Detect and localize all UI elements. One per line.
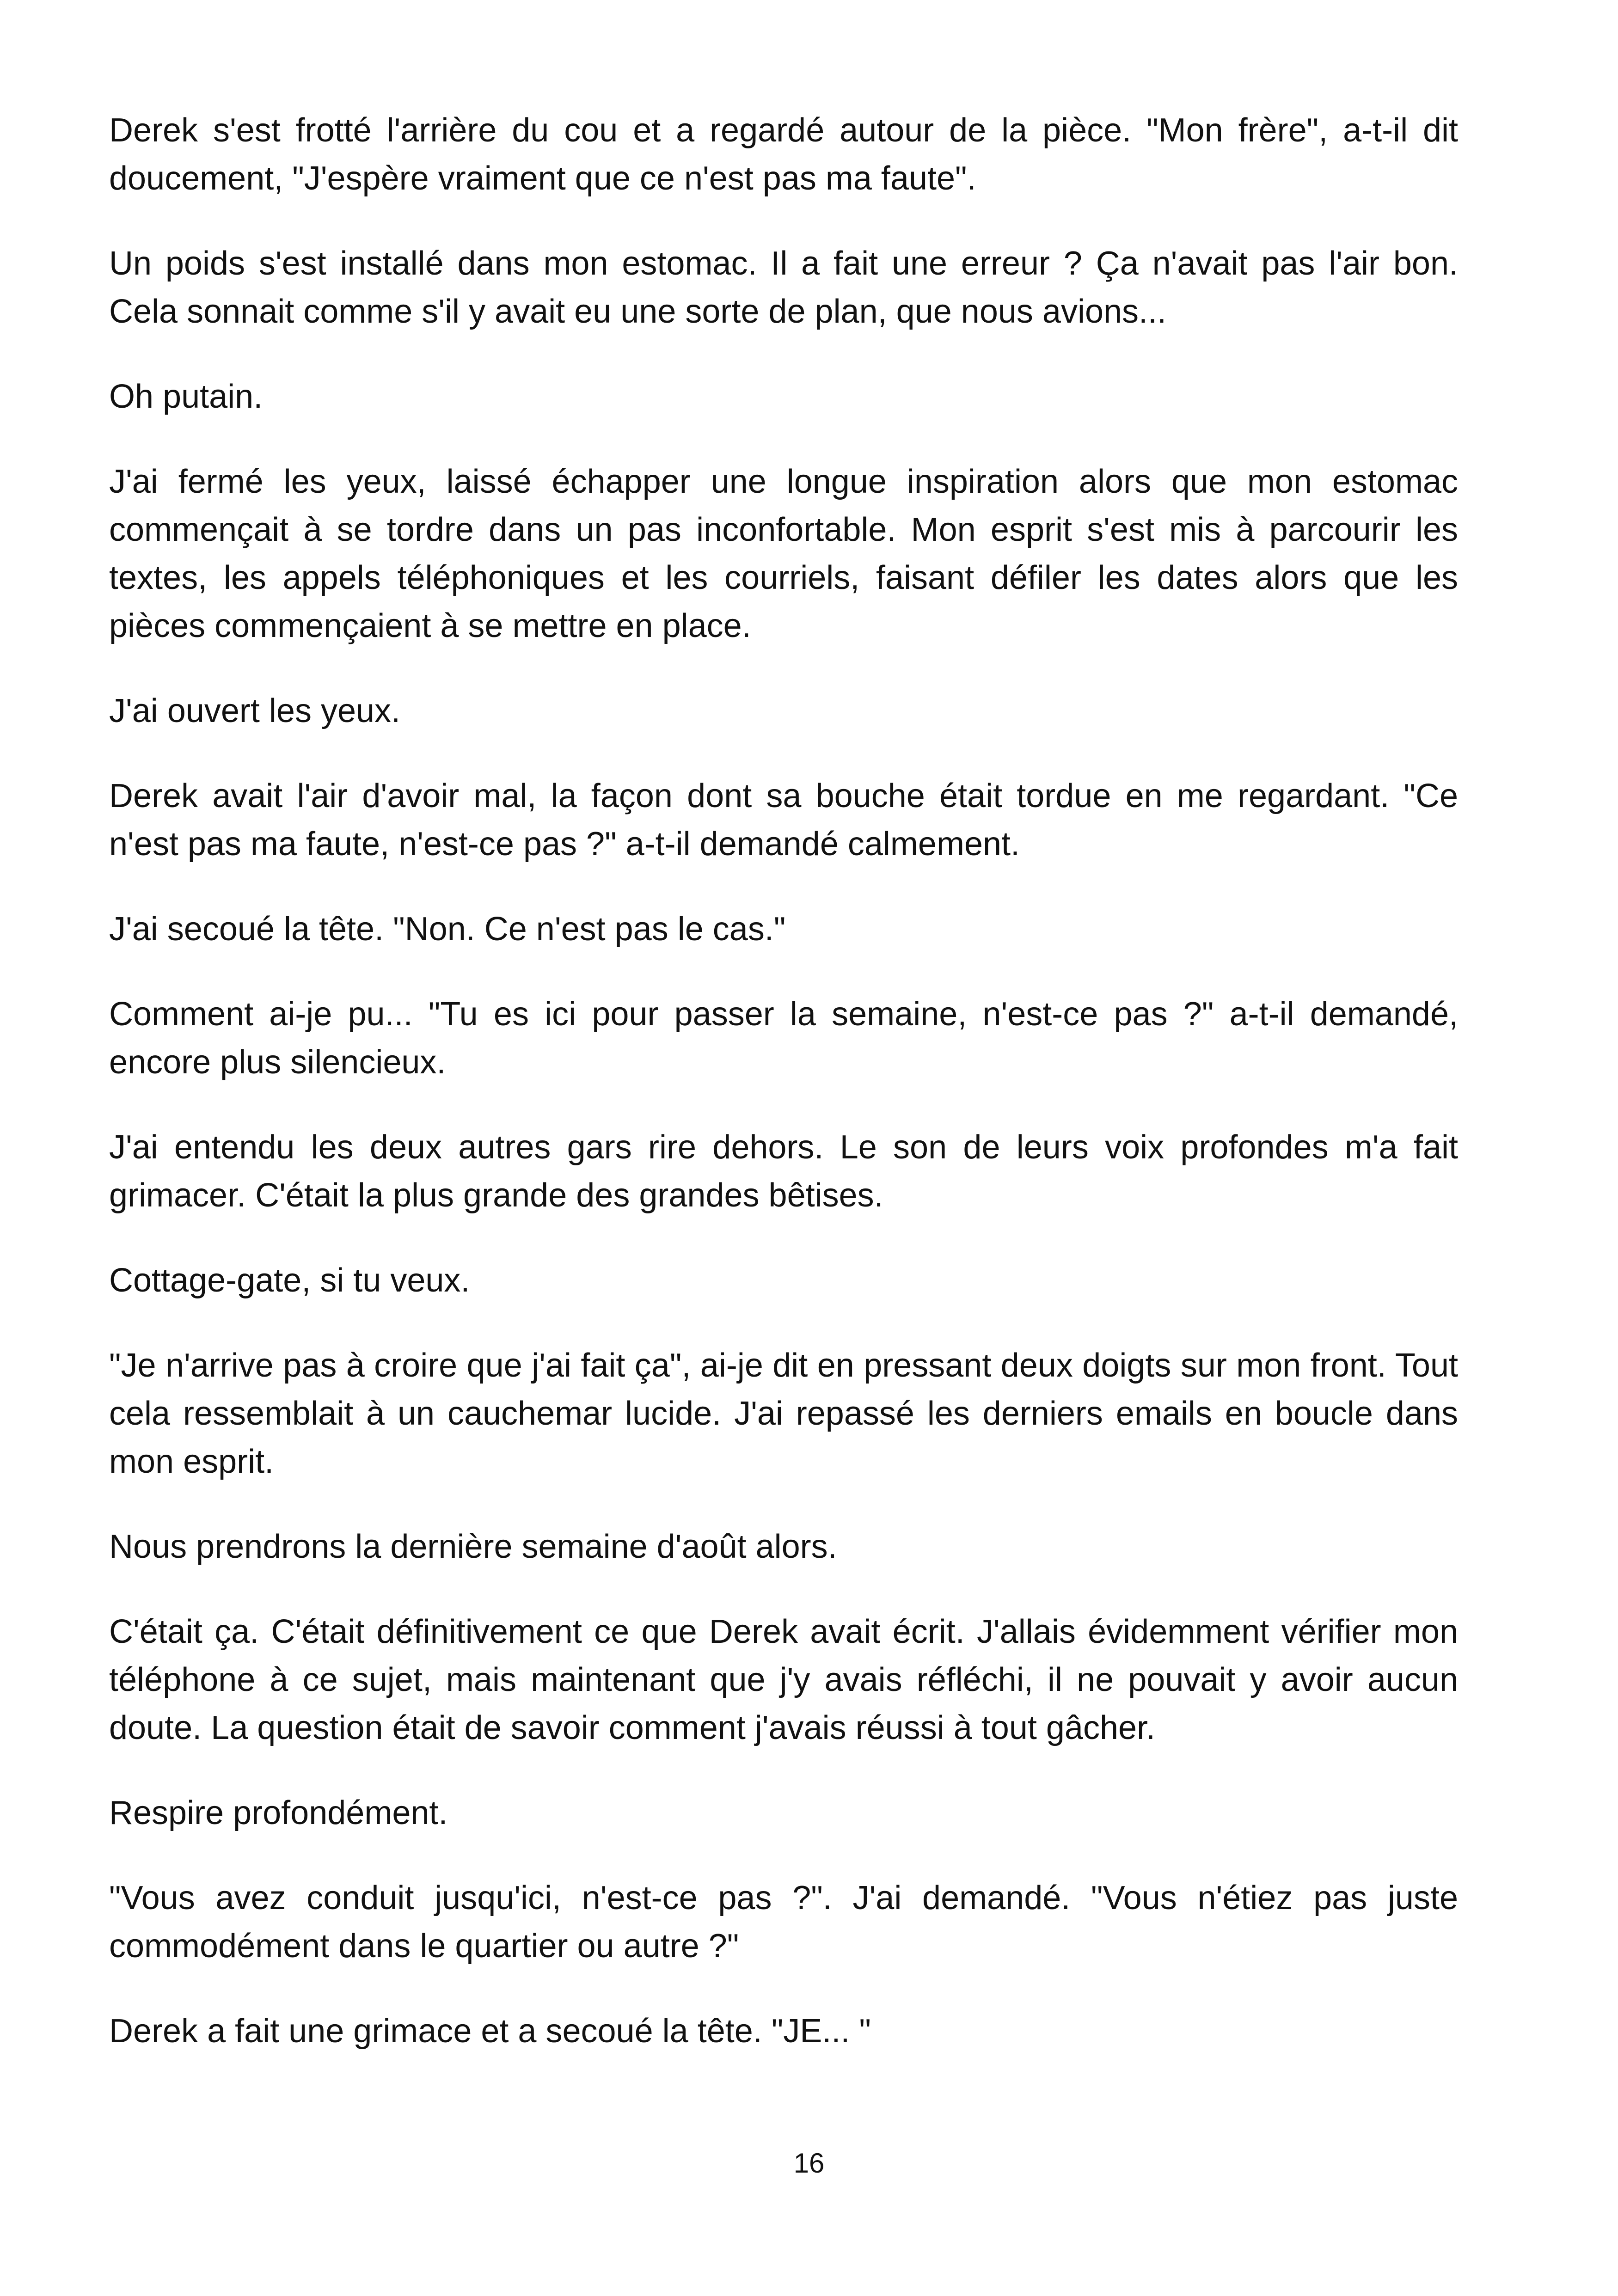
- paragraph: Derek s'est frotté l'arrière du cou et a regardé autour de la pièce. "Mon frère", a-t-il dit doucement, "J'espère vraiment que ce n'est pas ma faute".: [109, 112, 1458, 197]
- paragraph: Un poids s'est installé dans mon estomac. Il a fait une erreur ? Ça n'avait pas l'air bon. Cela sonnait comme s'il y avait eu une sorte de plan, que nous avions...: [109, 245, 1458, 330]
- paragraph: Nous prendrons la dernière semaine d'août alors.: [109, 1528, 837, 1565]
- paragraph: Oh putain.: [109, 378, 263, 415]
- paragraph: J'ai secoué la tête. "Non. Ce n'est pas le cas.": [109, 911, 786, 948]
- paragraph: C'était ça. C'était définitivement ce que Derek avait écrit. J'allais évidemment vérifier mon téléphone à ce sujet, mais maintenant que j'y avais réfléchi, il ne pouvait y avoir aucun doute. La question était de savoir comment j'avais réussi à tout gâcher.: [109, 1613, 1458, 1746]
- paragraph: Derek a fait une grimace et a secoué la tête. "JE... ": [109, 2013, 871, 2050]
- paragraph: J'ai fermé les yeux, laissé échapper une longue inspiration alors que mon estomac commençait à se tordre dans un pas inconfortable. Mon esprit s'est mis à parcourir les textes, les appels téléphoniques et les courriels, faisant défiler les dates alors que les pièces commençaient à se mettre en place.: [109, 463, 1458, 644]
- paragraph: J'ai ouvert les yeux.: [109, 692, 401, 729]
- paragraph: Cottage-gate, si tu veux.: [109, 1262, 470, 1299]
- paragraph: "Je n'arrive pas à croire que j'ai fait ça", ai-je dit en pressant deux doigts sur mon front. Tout cela ressemblait à un cauchemar lucide. J'ai repassé les derniers emails en boucle dans mon esprit.: [109, 1347, 1458, 1480]
- paragraph: Derek avait l'air d'avoir mal, la façon dont sa bouche était tordue en me regardant. "Ce n'est pas ma faute, n'est-ce pas ?" a-t-il demandé calmement.: [109, 778, 1458, 863]
- page-number: 16: [793, 2148, 825, 2179]
- paragraph: Comment ai-je pu... "Tu es ici pour passer la semaine, n'est-ce pas ?" a-t-il demandé, encore plus silencieux.: [109, 996, 1458, 1081]
- paragraph: Respire profondément.: [109, 1794, 448, 1831]
- body-text: [109, 106, 1458, 2092]
- paragraph: J'ai entendu les deux autres gars rire dehors. Le son de leurs voix profondes m'a fait grimacer. C'était la plus grande des grandes bêtises.: [109, 1129, 1458, 1214]
- paragraph: "Vous avez conduit jusqu'ici, n'est-ce pas ?". J'ai demandé. "Vous n'étiez pas juste commodément dans le quartier ou autre ?": [109, 1880, 1458, 1965]
